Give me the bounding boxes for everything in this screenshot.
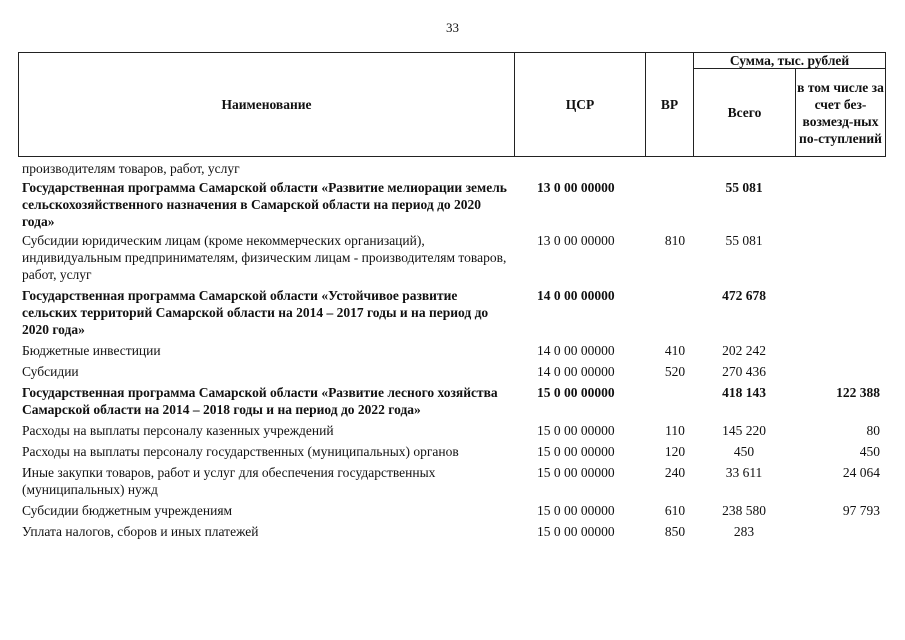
row-csr: 15 0 00 00000	[537, 524, 615, 539]
row-bez: 450	[859, 444, 880, 459]
header-sum: Сумма, тыс. рублей	[729, 52, 850, 68]
header-vr: ВР	[660, 96, 679, 112]
row-vr: 520	[664, 364, 686, 379]
table-row	[22, 232, 886, 283]
page-number: 33	[446, 20, 459, 35]
row-csr: 15 0 00 00000	[537, 423, 615, 438]
row-csr: 13 0 00 00000	[537, 233, 615, 248]
row-vr: 810	[664, 233, 686, 248]
row-csr: 15 0 00 00000	[537, 465, 615, 480]
row-name: Расходы на выплаты персоналу государственных (муниципальных) органов	[22, 444, 459, 459]
row-vr: 110	[665, 423, 685, 438]
row-name: Государственная программа Самарской области «Развитие лесного хозяйства Самарской области на 2014 – 2018 годы и на период до 2022 года»	[22, 385, 498, 417]
table-row	[22, 287, 886, 338]
row-total: 472 678	[722, 288, 766, 303]
row-name: Государственная программа Самарской области «Развитие мелиорации земель сельскохозяйственного назначения в Самарской области на период до 2020 года»	[22, 180, 507, 229]
row-total: 450	[733, 444, 755, 459]
header-total: Всего	[727, 105, 762, 120]
row-name: Расходы на выплаты персоналу казенных учреждений	[22, 423, 334, 438]
row-name: Иные закупки товаров, работ и услуг для обеспечения государственных (муниципальных) нужд	[22, 465, 436, 497]
row-vr: 850	[664, 524, 686, 539]
row-csr: 15 0 00 00000	[537, 385, 615, 400]
row-name: Субсидии бюджетным учреждениям	[22, 503, 233, 518]
table-body	[22, 160, 886, 540]
table-row	[22, 160, 886, 177]
table-row	[22, 523, 886, 540]
table-row	[22, 502, 886, 519]
row-bez: 97 793	[842, 503, 880, 518]
row-vr: 610	[664, 503, 686, 518]
row-bez: 80	[866, 423, 880, 438]
row-name: Субсидии юридическим лицам (кроме некоммерческих организаций), индивидуальным предпринимателям, физическим лицам - производителям товаров, работ, услуг	[22, 233, 507, 282]
table-row	[22, 363, 886, 380]
row-name: Субсидии	[22, 364, 79, 379]
row-total: 270 436	[722, 364, 766, 379]
row-csr: 14 0 00 00000	[537, 343, 615, 358]
table-row	[22, 342, 886, 359]
row-total: 418 143	[722, 385, 766, 400]
row-csr: 15 0 00 00000	[537, 444, 615, 459]
row-name: производителям товаров, работ, услуг	[22, 161, 240, 176]
row-total: 55 081	[725, 233, 763, 248]
row-name: Государственная программа Самарской области «Устойчивое развитие сельских территорий Самарской области на 2014 – 2017 годы и на период до 2020 года»	[22, 288, 489, 337]
table-row	[22, 464, 886, 498]
col-divider	[795, 68, 796, 157]
row-bez: 122 388	[836, 385, 880, 400]
table-row	[22, 422, 886, 439]
header-csr: ЦСР	[565, 96, 595, 112]
row-total: 145 220	[722, 423, 766, 438]
row-name: Уплата налогов, сборов и иных платежей	[22, 524, 259, 539]
row-total: 283	[733, 524, 755, 539]
table-row	[22, 443, 886, 460]
col-divider	[885, 52, 886, 157]
row-csr: 14 0 00 00000	[537, 288, 615, 303]
row-vr: 240	[664, 465, 686, 480]
row-name: Бюджетные инвестиции	[22, 343, 161, 358]
row-total: 202 242	[722, 343, 766, 358]
header-bottom-border	[18, 156, 886, 157]
row-vr: 120	[664, 444, 686, 459]
row-total: 55 081	[725, 180, 763, 195]
row-total: 33 611	[725, 465, 763, 480]
row-total: 238 580	[722, 503, 766, 518]
row-bez: 24 064	[842, 465, 880, 480]
header-bez: в том числе за счет без-возмезд-ных по-ступлений	[797, 79, 884, 146]
row-csr: 15 0 00 00000	[537, 503, 615, 518]
table-row	[22, 179, 886, 230]
row-vr: 410	[664, 343, 686, 358]
row-csr: 13 0 00 00000	[537, 180, 615, 195]
header-name: Наименование	[221, 96, 312, 112]
row-csr: 14 0 00 00000	[537, 364, 615, 379]
table-header	[18, 52, 886, 157]
table-row	[22, 384, 886, 418]
